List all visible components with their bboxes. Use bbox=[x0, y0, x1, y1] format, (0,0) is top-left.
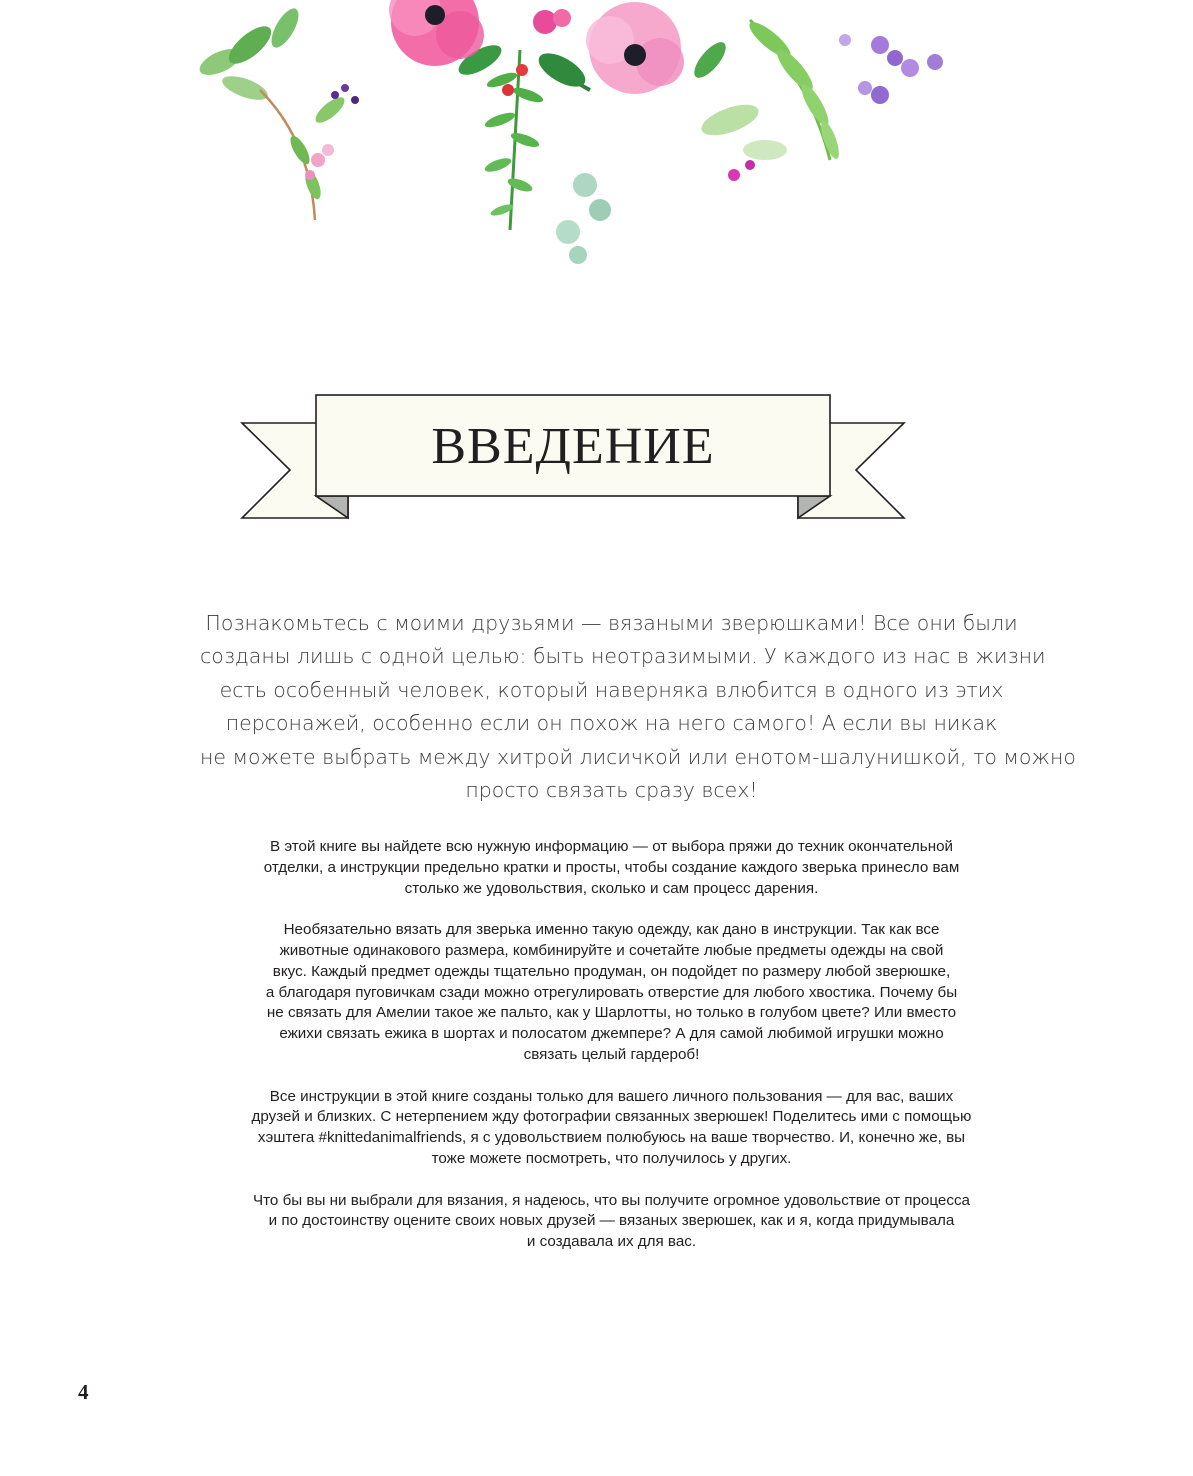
body-line: вкус. Каждый предмет одежды тщательно продуман, он подойдет по размеру любой зверюшке, bbox=[272, 962, 951, 980]
body-line: Что бы вы ни выбрали для вязания, я надеюсь, что вы получите огромное удовольствие от процесса bbox=[253, 1191, 970, 1209]
body-line: Все инструкции в этой книге созданы только для вашего личного пользования — для вас, ваших bbox=[269, 1087, 954, 1105]
body-line: а благодаря пуговичкам сзади можно отрегулировать отверстие для любого хвостика. Почему бы bbox=[265, 983, 958, 1001]
body-line: связать целый гардероб! bbox=[523, 1045, 700, 1063]
body-line: Необязательно вязать для зверька именно такую одежду, как дано в инструкции. Так как все bbox=[283, 921, 940, 939]
intro-body bbox=[180, 837, 1043, 1274]
body-paragraph bbox=[180, 920, 1043, 1066]
body-line: и создавала их для вас. bbox=[526, 1233, 697, 1251]
page-title: ВВЕДЕНИЕ bbox=[431, 417, 715, 475]
body-line: и по достоинству оцените своих новых друзей — вязаных зверюшек, как и я, когда придумывала bbox=[268, 1212, 955, 1230]
floral-header-illustration bbox=[190, 0, 960, 270]
body-line: отделки, а инструкции предельно кратки и просты, чтобы создание каждого зверька принесло вам bbox=[263, 858, 960, 876]
pink-anemone-right bbox=[586, 2, 684, 94]
body-line: ежихи связать ежика в шортах и полосатом джемпере? А для самой любимой игрушки можно bbox=[279, 1025, 944, 1043]
lead-line: персонажей, особенно если он похож на него самого! А если вы никак bbox=[225, 711, 998, 736]
intro-lead bbox=[200, 607, 1076, 807]
body-paragraph bbox=[180, 1191, 1043, 1253]
right-leaves bbox=[689, 17, 843, 161]
left-leaves bbox=[196, 4, 348, 220]
body-line: тоже можете посмотреть, что получилось у других. bbox=[431, 1149, 792, 1167]
lead-line: просто связать сразу всех! bbox=[465, 778, 758, 803]
pink-anemone-left bbox=[389, 0, 484, 66]
pink-buds-left bbox=[305, 84, 359, 180]
lead-line: не можете выбрать между хитрой лисичкой или енотом-шалунишкой, то можно bbox=[200, 744, 1076, 769]
body-line: В этой книге вы найдете всю нужную информацию — от выбора пряжи до техник окончательной bbox=[269, 838, 954, 855]
body-paragraph bbox=[180, 1087, 1043, 1170]
body-line: хэштега #knittedanimalfriends, я с удовольствием полюбуюсь на ваше творчество. И, конечно же, вы bbox=[257, 1129, 966, 1147]
violet-flowers bbox=[839, 34, 943, 104]
lead-line: Познакомьтесь с моими друзьями — вязаными зверюшками! Все они были bbox=[205, 611, 1018, 635]
body-line: друзей и близких. С нетерпением жду фотографии связанных зверюшек! Поделитесь ими с помощью bbox=[251, 1108, 972, 1126]
body-line: столько же удовольствия, сколько и сам процесс дарения. bbox=[404, 879, 819, 897]
body-paragraph bbox=[180, 837, 1043, 899]
lead-line: есть особенный человек, который наверняка влюбится в одного из этих bbox=[219, 677, 1004, 702]
page-number: 4 bbox=[78, 1380, 89, 1404]
eucalyptus bbox=[556, 173, 611, 264]
body-line: животные одинакового размера, комбинируйте и сочетайте любые предметы одежды на свой bbox=[279, 941, 944, 959]
lead-line: созданы лишь с одной целью: быть неотразимыми. У каждого из нас в жизни bbox=[200, 644, 1046, 669]
body-line: не связать для Амелии такое же пальто, как у Шарлотты, но только в голубом цвете? Или вместо bbox=[266, 1004, 957, 1022]
